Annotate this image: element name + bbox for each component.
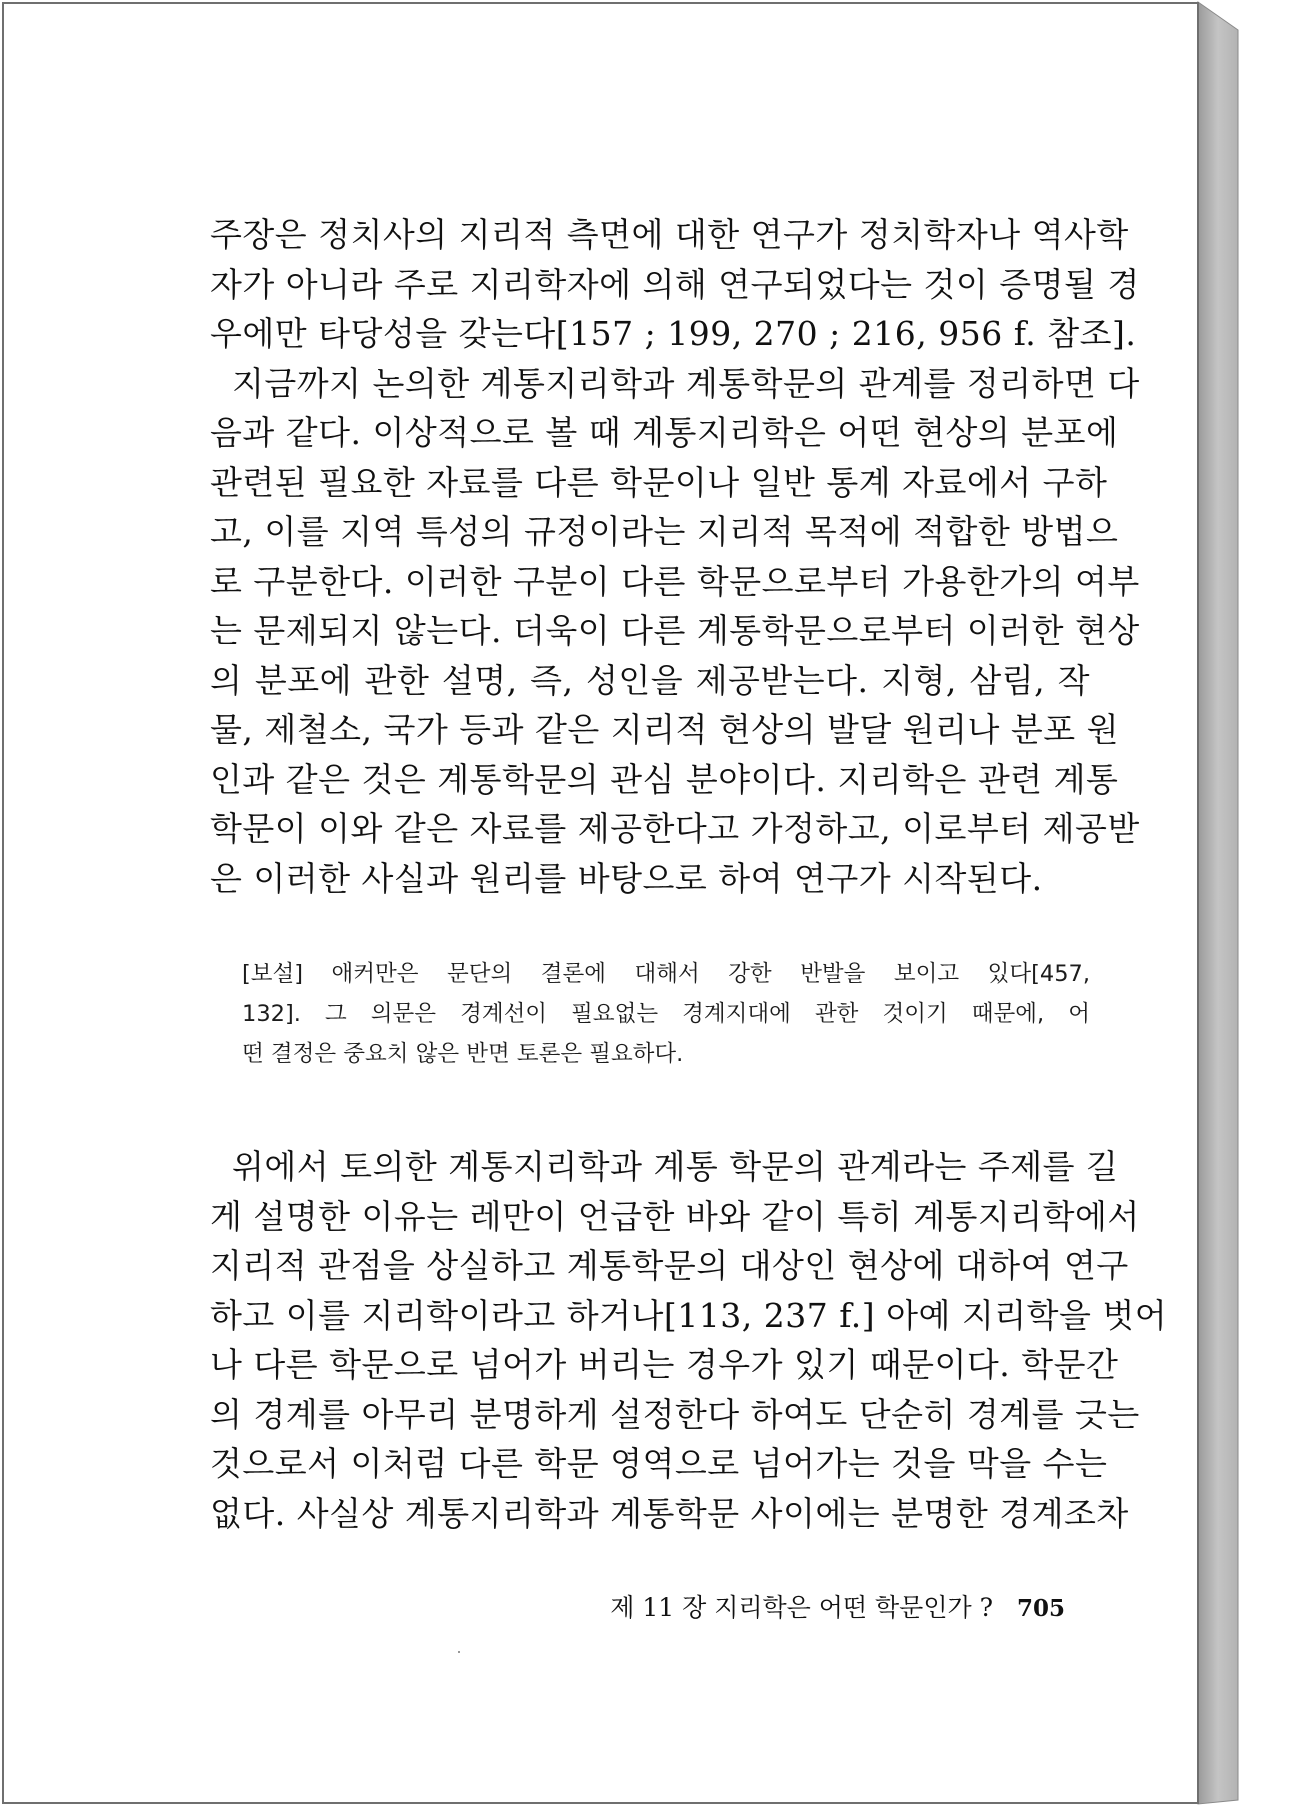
text-line: 하고 이를 지리학이라고 하거나[113, 237 f.] 아예 지리학을 벗어 bbox=[210, 1295, 1168, 1335]
text-line: 의 분포에 관한 설명, 즉, 성인을 제공받는다. 지형, 삼림, 작 bbox=[210, 660, 1090, 700]
text-line: 학문이 이와 같은 자료를 제공한다고 가정하고, 이로부터 제공받 bbox=[210, 809, 1140, 848]
page-stack-edge-shape bbox=[1196, 0, 1296, 1806]
text-line: 위에서 토의한 계통지리학과 계통 학문의 관계라는 주제를 길 bbox=[210, 1147, 1119, 1186]
text-line: 지리적 관점을 상실하고 계통학문의 대상인 현상에 대하여 연구 bbox=[210, 1246, 1129, 1285]
text-line: 의 경계를 아무리 분명하게 설정한다 하여도 단순히 경계를 긋는 bbox=[210, 1394, 1140, 1434]
text-line: 없다. 사실상 계통지리학과 계통학문 사이에는 분명한 경계조차 bbox=[210, 1493, 1129, 1533]
text-line: 것으로서 이처럼 다른 학문 영역으로 넘어가는 것을 막을 수는 bbox=[210, 1444, 1108, 1483]
text-line: 나 다른 학문으로 넘어가 버리는 경우가 있기 때문이다. 학문간 bbox=[210, 1345, 1119, 1384]
note-line: 132]. 그 의문은 경계선이 필요없는 경계지대에 관한 것이기 때문에, 어 bbox=[242, 1001, 1090, 1027]
text-line: 지금까지 논의한 계통지리학과 계통학문의 관계를 정리하면 다 bbox=[210, 363, 1140, 403]
text-line: 로 구분한다. 이러한 구분이 다른 학문으로부터 가용한가의 여부 bbox=[210, 561, 1140, 601]
note-line: [보설] 애커만은 문단의 결론에 대해서 강한 반발을 보이고 있다[457, bbox=[242, 961, 1090, 987]
page-number: 705 bbox=[1016, 1595, 1065, 1622]
supplementary-note bbox=[242, 954, 1090, 1074]
text-line: 음과 같다. 이상적으로 볼 때 계통지리학은 어떤 현상의 분포에 bbox=[210, 413, 1119, 452]
paragraph-1 bbox=[210, 210, 1140, 903]
chapter-title: 제 11 장 지리학은 어떤 학문인가 ? bbox=[610, 1593, 993, 1622]
text-line: 게 설명한 이유는 레만이 언급한 바와 같이 특히 계통지리학에서 bbox=[210, 1196, 1140, 1236]
text-line: 는 문제되지 않는다. 더욱이 다른 계통학문으로부터 이러한 현상 bbox=[210, 611, 1140, 650]
text-line: 주장은 정치사의 지리적 측면에 대한 연구가 정치학자나 역사학 bbox=[210, 215, 1129, 254]
text-line: 은 이러한 사실과 원리를 바탕으로 하여 연구가 시작된다. bbox=[210, 858, 1043, 898]
text-line: 인과 같은 것은 계통학문의 관심 분야이다. 지리학은 관련 계통 bbox=[210, 759, 1119, 799]
text-line: 자가 아니라 주로 지리학자에 의해 연구되었다는 것이 증명될 경 bbox=[210, 264, 1140, 304]
note-line: 떤 결정은 중요치 않은 반면 토론은 필요하다. bbox=[242, 1041, 684, 1067]
paragraph-2 bbox=[210, 359, 1140, 904]
text-line: 관련된 필요한 자료를 다른 학문이나 일반 통계 자료에서 구하 bbox=[210, 462, 1108, 502]
text-line: 물, 제철소, 국가 등과 같은 지리적 현상의 발달 원리나 분포 원 bbox=[210, 710, 1119, 749]
scan-speck bbox=[458, 1651, 460, 1653]
text-line: 고, 이를 지역 특성의 규정이라는 지리적 목적에 적합한 방법으 bbox=[210, 512, 1119, 551]
paragraph-3 bbox=[210, 1142, 1168, 1538]
page-footer bbox=[210, 1588, 1065, 1624]
text-line: 우에만 타당성을 갖는다[157 ; 199, 270 ; 216, 956 f. 참조]. bbox=[210, 314, 1137, 353]
